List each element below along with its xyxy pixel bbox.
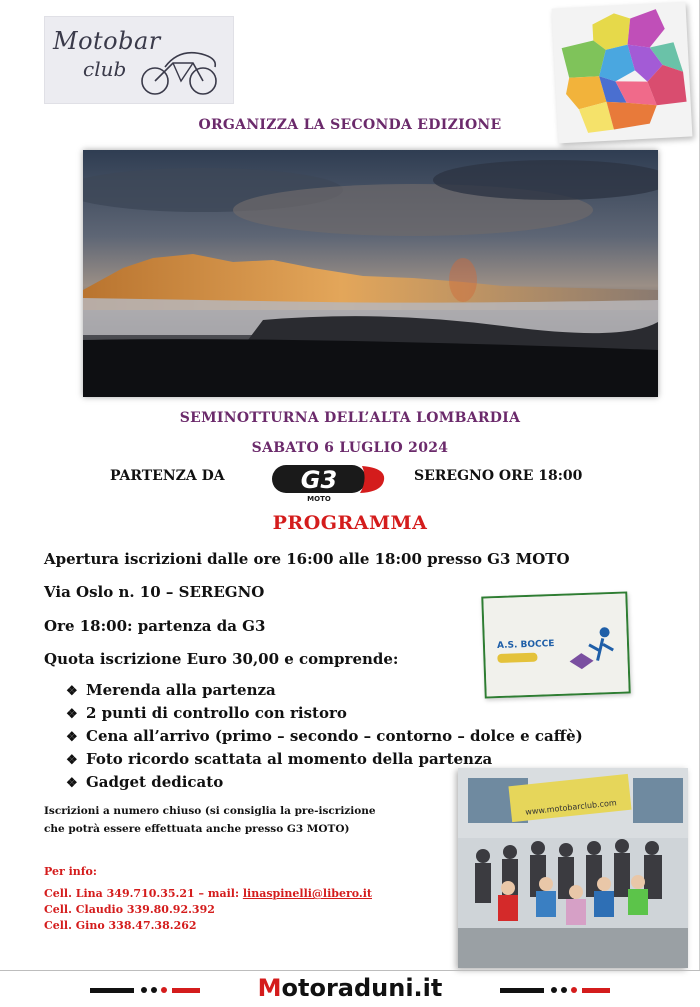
- footer-brand: Motoraduni.it: [257, 974, 443, 1002]
- contact-info: [44, 864, 372, 934]
- list-item: ❖ 2 punti di controllo con ristoro: [66, 702, 583, 725]
- diamond-bullet-icon: ❖: [66, 776, 78, 791]
- diamond-bullet-icon: ❖: [66, 730, 78, 745]
- program-line-fee: Quota iscrizione Euro 30,00 e comprende:: [44, 650, 399, 668]
- logo-wordmark-club: club: [83, 57, 127, 81]
- registration-note: Iscrizioni a numero chiuso (si consiglia la pre-iscrizione che potrà essere effettuata anche presso G3 MOTO): [44, 805, 376, 835]
- contact-lina: Cell. Lina 349.710.35.21 – mail: linaspinelli@libero.it: [44, 887, 372, 900]
- g3-logo-subtext: MOTO: [307, 495, 331, 502]
- programma-heading: PROGRAMMA: [272, 512, 428, 534]
- program-line-registration: Apertura iscrizioni dalle ore 16:00 alle 18:00 presso G3 MOTO: [44, 550, 570, 568]
- g3-moto-logo: [270, 462, 388, 502]
- diamond-bullet-icon: ❖: [66, 707, 78, 722]
- event-date: SABATO 6 LUGLIO 2024: [251, 440, 449, 456]
- banner-url: www.motobarclub.com: [524, 798, 618, 817]
- footer-decoration-right: [500, 985, 610, 995]
- organizza-heading: ORGANIZZA LA SECONDA EDIZIONE: [198, 117, 502, 133]
- contact-title: Per info:: [44, 865, 97, 878]
- list-item: ❖ Merenda alla partenza: [66, 679, 583, 702]
- program-line-start: Ore 18:00: partenza da G3: [44, 617, 266, 635]
- logo-wordmark: Motobar: [53, 27, 161, 55]
- list-item: ❖ Cena all’arrivo (primo – secondo – contorno – dolce e caffè): [66, 725, 583, 748]
- g3-logo-text: G3: [300, 466, 338, 494]
- departure-place-time: SEREGNO ORE 18:00: [414, 468, 583, 484]
- group-photo: [458, 768, 688, 968]
- footer-divider: [0, 970, 700, 971]
- email-link[interactable]: linaspinelli@libero.it: [242, 887, 372, 900]
- list-item: ❖ Gadget dedicato: [66, 771, 583, 794]
- contact-gino: Cell. Gino 338.47.38.262: [44, 919, 197, 932]
- list-item: ❖ Foto ricordo scattata al momento della partenza: [66, 748, 583, 771]
- bocce-label: A.S. BOCCE: [496, 639, 555, 652]
- motorcycle-sketch-icon: [135, 41, 225, 99]
- motobar-club-logo: [44, 16, 234, 104]
- departure-label: PARTENZA DA: [110, 468, 225, 484]
- diamond-bullet-icon: ❖: [66, 753, 78, 768]
- sunset-mountain-photo: [83, 150, 658, 397]
- diamond-bullet-icon: ❖: [66, 684, 78, 699]
- program-line-address: Via Oslo n. 10 – SEREGNO: [44, 583, 265, 601]
- event-title: SEMINOTTURNA DELL’ALTA LOMBARDIA: [179, 410, 521, 426]
- contact-claudio: Cell. Claudio 339.80.92.392: [44, 903, 215, 916]
